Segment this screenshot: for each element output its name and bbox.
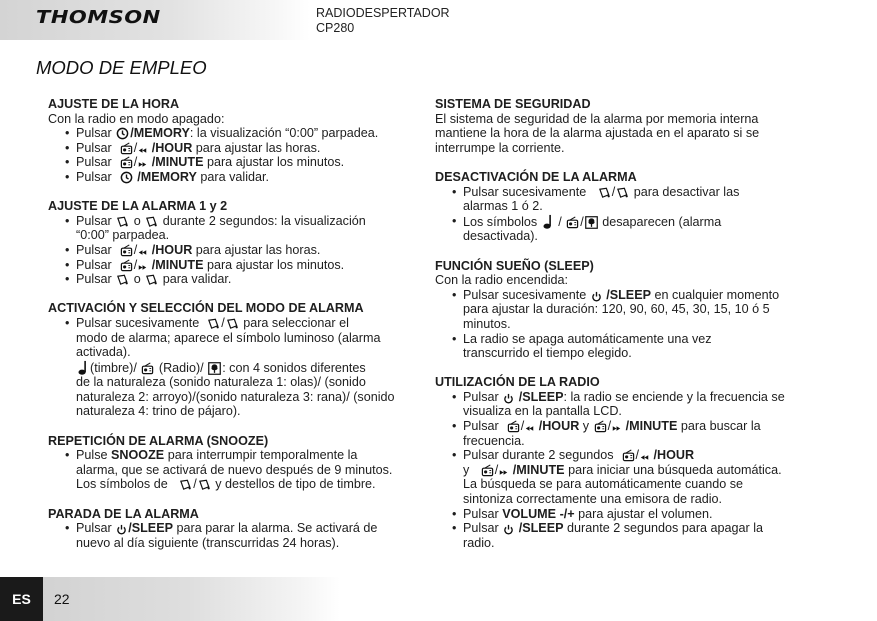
section-alarm-off (435, 170, 835, 244)
alarm-1-icon (116, 273, 129, 286)
list-item: • Pulsar / /HOUR para ajustar las horas. (48, 141, 420, 156)
list-item: • Pulsar sucesivamente /SLEEP en cualquier momento para ajustar la duración: 120, 90, 60, 45, 30, 15, 10 ó 5 minutos. (435, 288, 835, 332)
list-item: • Pulsar /SLEEP para parar la alarma. Se activará de nuevo al día siguiente (transcurridas 24 horas). (48, 521, 420, 550)
radio-icon (566, 216, 579, 229)
alarm-2-icon (145, 273, 158, 286)
radio-icon (507, 420, 520, 433)
list-item: • Pulsar VOLUME -/+ para ajustar el volumen. (435, 507, 835, 522)
list-item: • Pulsar /MEMORY para validar. (48, 170, 420, 185)
list-item: (timbre)/ (Radio)/ : con 4 sonidos diferentes de la naturaleza (sonido naturaleza 1: olas)/ (sonido naturaleza 2: arroyo)/(sonido naturaleza 3: rana)/ (sonido naturaleza 4: trino de pájaro). (76, 360, 395, 419)
right-column (435, 97, 835, 565)
section-time-set (48, 97, 420, 185)
list-item: • Pulsar / /HOUR para ajustar las horas. (48, 243, 420, 258)
page-title: MODO DE EMPLEO (36, 57, 207, 78)
section-alarm-mode (48, 301, 420, 419)
alarm-1-icon (116, 215, 129, 228)
section-alarm-set (48, 199, 420, 287)
model-name: CP280 (316, 21, 355, 35)
section-heading: AJUSTE DE LA HORA (48, 97, 180, 111)
list-item: • Pulsar o para validar. (48, 272, 420, 287)
power-icon (591, 291, 602, 302)
paragraph: El sistema de seguridad de la alarma por memoria interna mantiene la hora de la alarma ajustada en el aparato si se interrumpe la corriente. (435, 111, 760, 155)
list-item: • Pulsar /SLEEP durante 2 segundos para apagar la radio. (435, 521, 835, 550)
list-item: • Pulse SNOOZE para interrumpir temporalmente la alarma, que se activará de nuevo después de 9 minutos. Los símbolos de / y destellos de tipo de timbre. (48, 448, 420, 492)
list-item: • Los símbolos / / desaparecen (alarma desactivada). (435, 214, 835, 244)
music-note-icon (542, 214, 554, 229)
section-sleep (435, 259, 835, 361)
intro-text: Con la radio en modo apagado: (48, 111, 225, 126)
language-label: ES (0, 577, 43, 621)
section-heading: FUNCIÓN SUEÑO (SLEEP) (435, 258, 594, 273)
list-item: • Pulsar /SLEEP: la radio se enciende y la frecuencia se visualiza en la pantalla LCD. (435, 390, 835, 419)
alarm-2-icon (226, 317, 239, 330)
clock-icon (116, 127, 129, 140)
brand-logo: THOMSON (36, 7, 161, 28)
clock-icon (120, 171, 133, 184)
section-radio-use (435, 375, 835, 550)
list-item: • Pulsar / /HOUR y / /MINUTE para buscar la frecuencia. (435, 419, 835, 448)
list-item: • Pulsar / /MINUTE para ajustar los minutos. (48, 258, 420, 273)
page-number: 22 (54, 591, 70, 607)
section-heading: ACTIVACIÓN Y SELECCIÓN DEL MODO DE ALARMA (48, 301, 364, 316)
rewind-icon (138, 248, 147, 257)
rewind-icon (525, 424, 534, 433)
section-snooze (48, 434, 420, 492)
rewind-icon (138, 146, 147, 155)
section-heading: DESACTIVACIÓN DE LA ALARMA (435, 169, 637, 184)
fast-forward-icon (612, 424, 621, 433)
power-icon (503, 393, 514, 404)
document-title (316, 6, 450, 36)
section-security (435, 97, 835, 155)
radio-icon (120, 244, 133, 257)
list-item: • Pulsar sucesivamente / para desactivar las alarmas 1 ó 2. (435, 185, 835, 214)
radio-icon (120, 142, 133, 155)
product-type: RADIODESPERTADOR (316, 6, 450, 20)
fast-forward-icon (499, 468, 508, 477)
list-item: • Pulsar o durante 2 segundos: la visualización “0:00” parpadea. (48, 214, 420, 243)
left-column (48, 97, 420, 565)
alarm-1-icon (598, 186, 611, 199)
list-item: • Pulsar sucesivamente / para seleccionar el modo de alarma; aparece el símbolo luminoso (alarma activada). (48, 316, 420, 360)
intro-text: Con la radio encendida: (435, 273, 569, 288)
list-item: • Pulsar durante 2 segundos / /HOUR y / /MINUTE para iniciar una búsqueda automática. La búsqueda se para automáticamente cuando se sintoniza correctamente una emisora de radio. (435, 448, 835, 506)
rewind-icon (640, 453, 649, 462)
radio-icon (481, 464, 494, 477)
fast-forward-icon (138, 160, 147, 169)
radio-icon (594, 420, 607, 433)
alarm-2-icon (198, 478, 211, 491)
power-icon (116, 524, 127, 535)
section-heading: PARADA DE LA ALARMA (48, 506, 199, 521)
section-heading: REPETICIÓN DE ALARMA (SNOOZE) (48, 433, 269, 448)
list-item: • La radio se apaga automáticamente una vez transcurrido el tiempo elegido. (435, 332, 835, 361)
footer-band (0, 577, 340, 621)
music-note-icon (77, 360, 89, 375)
fast-forward-icon (138, 263, 147, 272)
section-heading: SISTEMA DE SEGURIDAD (435, 97, 591, 111)
nature-sound-icon (585, 216, 598, 229)
section-heading: UTILIZACIÓN DE LA RADIO (435, 375, 600, 390)
nature-sound-icon (208, 362, 221, 375)
radio-icon (622, 449, 635, 462)
list-item: • Pulsar /MEMORY: la visualización “0:00” parpadea. (48, 126, 420, 141)
radio-icon (120, 259, 133, 272)
power-icon (503, 524, 514, 535)
section-heading: AJUSTE DE LA ALARMA 1 y 2 (48, 199, 228, 214)
alarm-1-icon (207, 317, 220, 330)
alarm-2-icon (616, 186, 629, 199)
list-item: • Pulsar / /MINUTE para ajustar los minutos. (48, 155, 420, 170)
radio-icon (120, 156, 133, 169)
alarm-1-icon (179, 478, 192, 491)
radio-icon (141, 362, 154, 375)
alarm-2-icon (145, 215, 158, 228)
section-alarm-stop (48, 507, 420, 551)
